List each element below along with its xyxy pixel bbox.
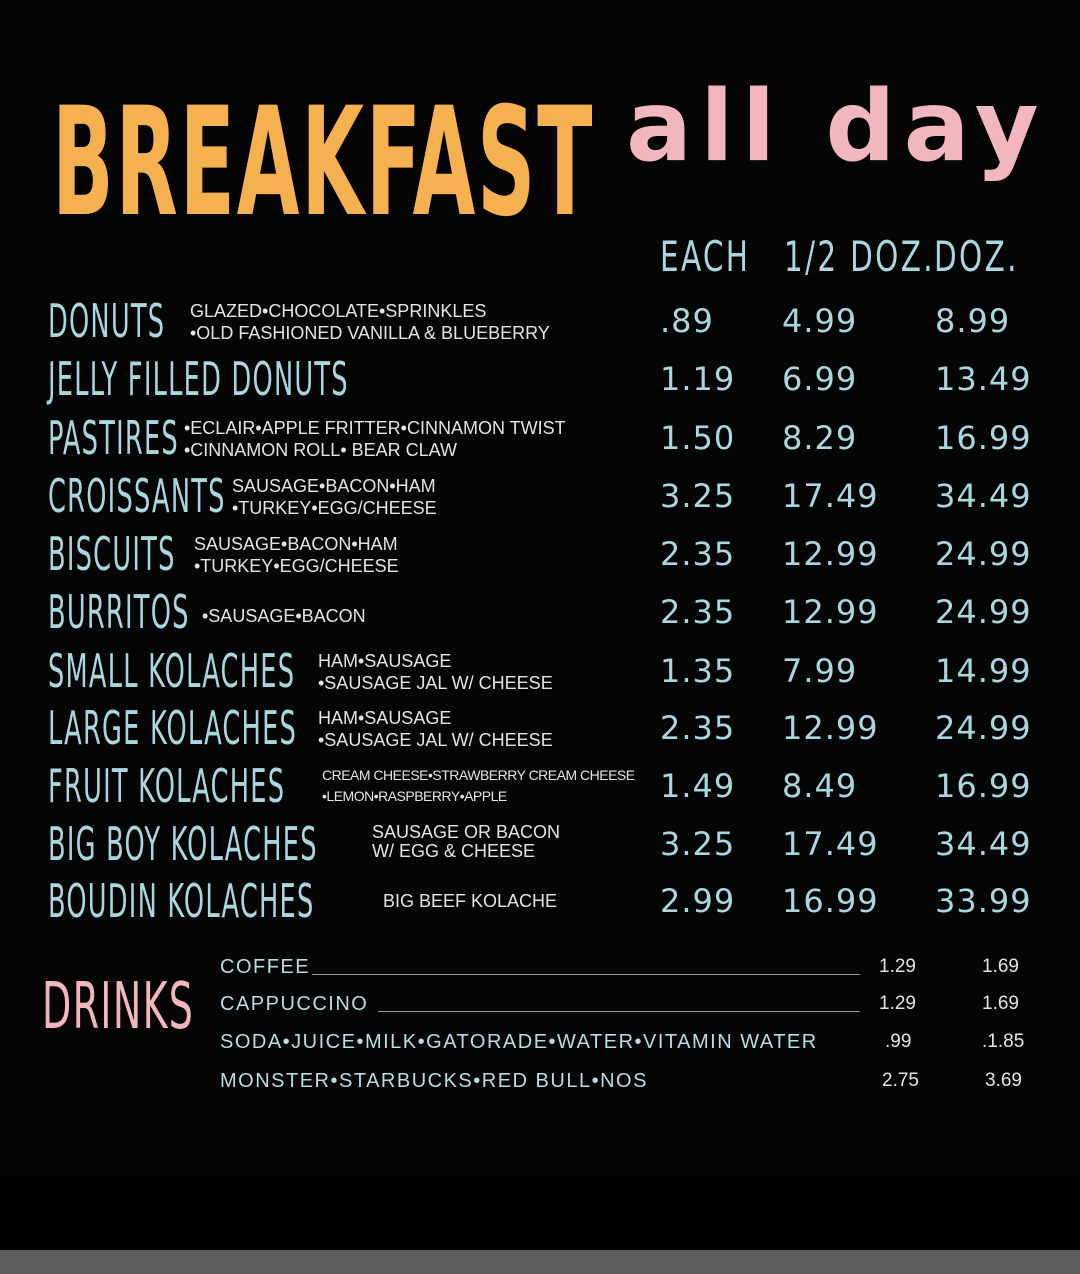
drink-price-small: .99 xyxy=(885,1031,912,1052)
item-description: CREAM CHEESE•STRAWBERRY CREAM CHEESE •LEMON•RASPBERRY•APPLE xyxy=(322,767,635,804)
item-name: BOUDIN KOLACHES xyxy=(48,874,315,928)
item-description: BIG BEEF KOLACHE xyxy=(383,891,558,911)
item-name: BIG BOY KOLACHES xyxy=(48,817,318,871)
drink-price-large: 1.69 xyxy=(982,993,1019,1014)
drink-price-small: 2.75 xyxy=(882,1070,919,1091)
item-name: BISCUITS xyxy=(48,527,176,581)
item-description: HAM•SAUSAGE •SAUSAGE JAL W/ CHEESE xyxy=(318,708,553,750)
drink-price-large: .1.85 xyxy=(982,1031,1025,1052)
price-dozen: 16.99 xyxy=(935,419,1032,457)
price-each: 2.35 xyxy=(660,535,736,573)
column-header-dozen: DOZ. xyxy=(934,232,1019,281)
price-half-dozen: 17.49 xyxy=(782,825,879,863)
item-description: •SAUSAGE•BACON xyxy=(202,606,366,626)
leader-line xyxy=(312,974,860,975)
drink-row-cappuccino xyxy=(220,989,1040,1019)
item-description: GLAZED•CHOCOLATE•SPRINKLES •OLD FASHIONED VANILLA & BLUEBERRY xyxy=(190,301,550,343)
menu-row-pastires xyxy=(0,409,1080,467)
drink-name: CAPPUCCINO xyxy=(220,993,369,1015)
menu-row-donuts xyxy=(0,292,1080,350)
price-dozen: 8.99 xyxy=(935,302,1011,340)
drink-row-soda-juice xyxy=(220,1027,1040,1057)
item-description: SAUSAGE•BACON•HAM •TURKEY•EGG/CHEESE xyxy=(194,534,399,576)
menu-row-jelly-filled-donuts xyxy=(0,350,1080,408)
price-half-dozen: 8.49 xyxy=(782,767,858,805)
price-dozen: 34.49 xyxy=(935,825,1032,863)
price-half-dozen: 12.99 xyxy=(782,593,879,631)
drinks-title: DRINKS xyxy=(42,970,195,1044)
drink-name: COFFEE xyxy=(220,956,311,978)
item-description: SAUSAGE•BACON•HAM •TURKEY•EGG/CHEESE xyxy=(232,476,437,518)
price-dozen: 13.49 xyxy=(935,360,1032,398)
item-name: BURRITOS xyxy=(48,585,190,639)
price-half-dozen: 8.29 xyxy=(782,419,858,457)
item-name: LARGE KOLACHES xyxy=(48,701,298,755)
leader-line xyxy=(378,1011,860,1012)
menu-row-boudin-kolaches xyxy=(0,872,1080,930)
price-each: .89 xyxy=(660,302,714,340)
menu-row-big-boy-kolaches xyxy=(0,815,1080,873)
drink-name: SODA•JUICE•MILK•GATORADE•WATER•VITAMIN WATER xyxy=(220,1031,818,1053)
price-each: 3.25 xyxy=(660,477,736,515)
price-each: 1.49 xyxy=(660,767,736,805)
price-dozen: 34.49 xyxy=(935,477,1032,515)
price-dozen: 24.99 xyxy=(935,593,1032,631)
price-half-dozen: 17.49 xyxy=(782,477,879,515)
drink-price-small: 1.29 xyxy=(879,993,916,1014)
price-half-dozen: 12.99 xyxy=(782,535,879,573)
menu-row-croissants xyxy=(0,467,1080,525)
item-name: CROISSANTS xyxy=(48,469,226,523)
price-each: 3.25 xyxy=(660,825,736,863)
price-half-dozen: 12.99 xyxy=(782,709,879,747)
item-name: SMALL KOLACHES xyxy=(48,644,296,698)
price-dozen: 24.99 xyxy=(935,535,1032,573)
price-each: 2.35 xyxy=(660,593,736,631)
menu-title: BREAKFAST xyxy=(52,76,595,250)
item-description: •ECLAIR•APPLE FRITTER•CINNAMON TWIST •CINNAMON ROLL• BEAR CLAW xyxy=(184,418,566,460)
price-dozen: 16.99 xyxy=(935,767,1032,805)
price-each: 1.50 xyxy=(660,419,736,457)
price-half-dozen: 6.99 xyxy=(782,360,858,398)
price-each: 2.99 xyxy=(660,882,736,920)
price-each: 2.35 xyxy=(660,709,736,747)
menu-row-small-kolaches xyxy=(0,642,1080,700)
drink-price-small: 1.29 xyxy=(879,956,916,977)
bottom-scroll-bar xyxy=(0,1250,1080,1274)
item-name: DONUTS xyxy=(48,294,166,348)
drink-name: MONSTER•STARBUCKS•RED BULL•NOS xyxy=(220,1070,648,1092)
price-dozen: 14.99 xyxy=(935,652,1032,690)
price-half-dozen: 7.99 xyxy=(782,652,858,690)
drink-price-large: 1.69 xyxy=(982,956,1019,977)
item-name: JELLY FILLED DONUTS xyxy=(48,352,349,406)
price-dozen: 24.99 xyxy=(935,709,1032,747)
column-header-each: EACH xyxy=(660,232,751,281)
price-each: 1.19 xyxy=(660,360,736,398)
drink-row-coffee xyxy=(220,952,1040,982)
bottom-band xyxy=(0,1175,1080,1250)
item-name: FRUIT KOLACHES xyxy=(48,759,286,813)
drink-row-energy-drinks xyxy=(220,1066,1040,1096)
item-description: SAUSAGE OR BACON W/ EGG & CHEESE xyxy=(372,822,561,861)
menu-row-biscuits xyxy=(0,525,1080,583)
price-half-dozen: 4.99 xyxy=(782,302,858,340)
column-header-half-dozen: 1/2 DOZ. xyxy=(784,232,935,281)
menu-subtitle: all day xyxy=(626,70,1047,184)
drink-price-large: 3.69 xyxy=(985,1070,1022,1091)
menu-row-large-kolaches xyxy=(0,699,1080,757)
menu-row-fruit-kolaches xyxy=(0,757,1080,815)
menu-row-burritos xyxy=(0,583,1080,641)
price-each: 1.35 xyxy=(660,652,736,690)
price-half-dozen: 16.99 xyxy=(782,882,879,920)
item-description: HAM•SAUSAGE •SAUSAGE JAL W/ CHEESE xyxy=(318,651,553,693)
price-dozen: 33.99 xyxy=(935,882,1032,920)
item-name: PASTIRES xyxy=(48,411,179,465)
